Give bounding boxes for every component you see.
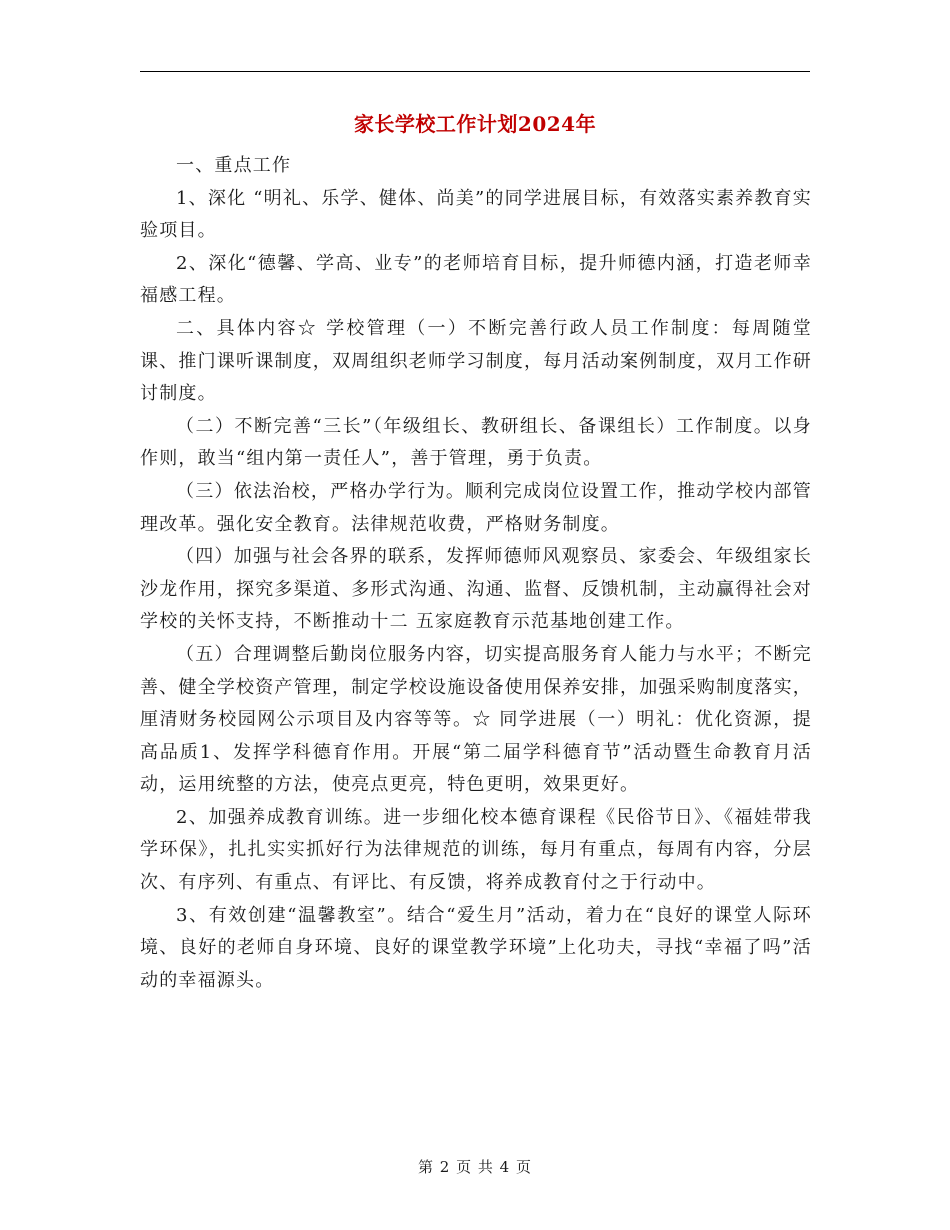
paragraph: （五）合理调整后勤岗位服务内容，切实提高服务育人能力与水平；不断完善、健全学校资产管理，制定学校设施设备使用保养安排，加强采购制度落实，厘清财务校园网公示项目及内容等等。☆ 同学进展（一）明礼：优化资源，提高品质1、发挥学科德育作用。开展“第二届学科德育节”活动暨生命教育月活动，运用统整的方法，使亮点更亮，特色更明，效果更好。 — [140, 643, 812, 796]
paragraph: （三）依法治校，严格办学行为。顺利完成岗位设置工作，推动学校内部管理改革。强化安全教育。法律规范收费，严格财务制度。 — [140, 480, 812, 535]
header-rule — [140, 71, 810, 72]
document-title: 家长学校工作计划2024年 — [353, 112, 597, 136]
paragraph: 二、具体内容☆ 学校管理（一）不断完善行政人员工作制度：每周随堂课、推门课听课制度，双周组织老师学习制度，每月活动案例制度，双月工作研讨制度。 — [140, 317, 812, 405]
paragraph: 2、深化“德馨、学高、业专”的老师培育目标，提升师德内涵，打造老师幸福感工程。 — [140, 252, 812, 307]
paragraph: 1、深化 “明礼、乐学、健体、尚美”的同学进展目标，有效落实素养教育实验项目。 — [140, 187, 812, 242]
paragraph: 2、加强养成教育训练。进一步细化校本德育课程《民俗节日》、《福娃带我学环保》，扎扎实实抓好行为法律规范的训练，每月有重点，每周有内容，分层次、有序列、有重点、有评比、有反馈，将养成教育付之于行动中。 — [140, 806, 812, 894]
page-number-footer: 第 2 页 共 4 页 — [418, 1158, 532, 1176]
paragraph: 一、重点工作 — [176, 155, 292, 176]
document-body — [140, 150, 812, 997]
paragraph: （二）不断完善“三长”（年级组长、教研组长、备课组长）工作制度。以身作则，敢当“组内第一责任人”，善于管理，勇于负责。 — [140, 415, 812, 470]
paragraph: 3、有效创建“温馨教室”。结合“爱生月”活动，着力在“良好的课堂人际环境、良好的老师自身环境、良好的课堂教学环境”上化功夫，寻找“幸福了吗”活动的幸福源头。 — [140, 904, 812, 991]
paragraph: （四）加强与社会各界的联系，发挥师德师风观察员、家委会、年级组家长沙龙作用，探究多渠道、多形式沟通、沟通、监督、反馈机制，主动赢得社会对学校的关怀支持，不断推动十二 五家庭教育示范基地创建工作。 — [140, 546, 812, 633]
